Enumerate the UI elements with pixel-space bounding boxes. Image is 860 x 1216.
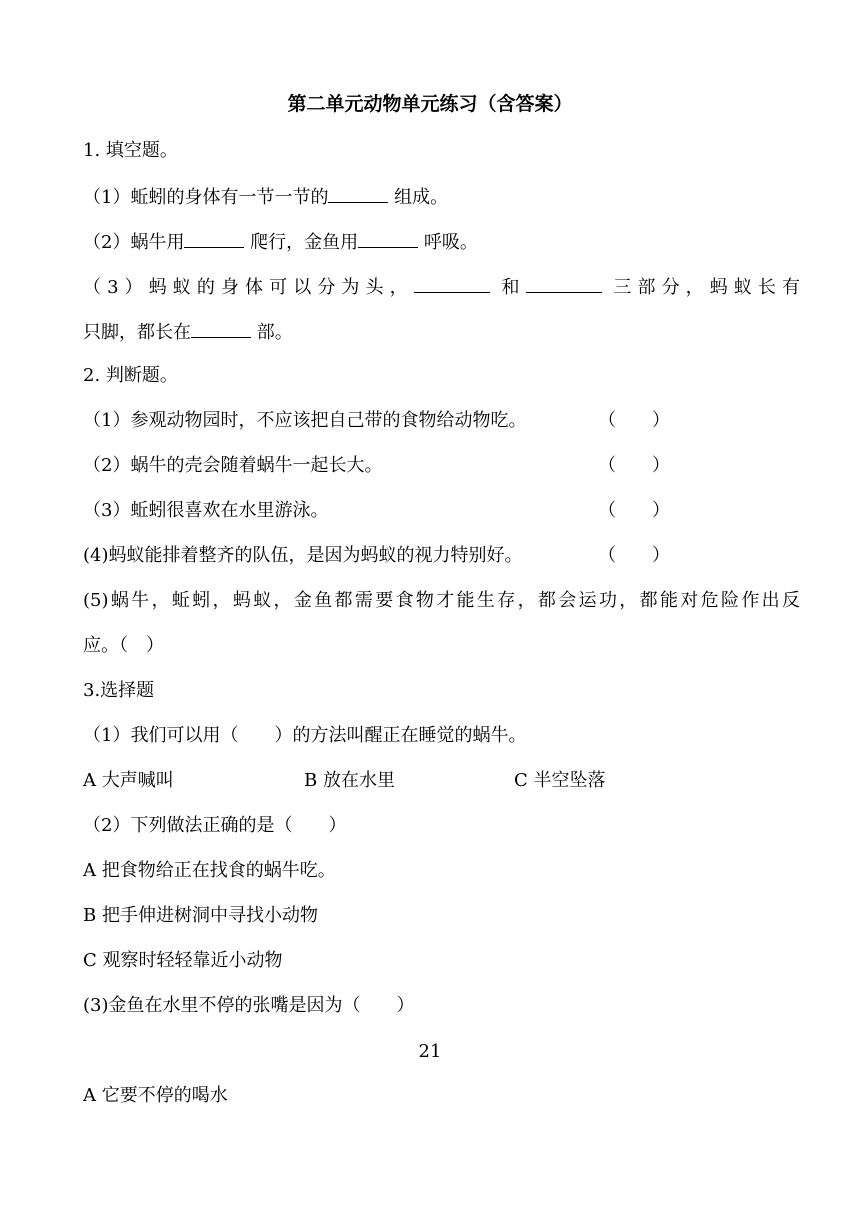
choice-option-b: B 把手伸进树洞中寻找小动物 [83,905,318,926]
choice-option-c: C 观察时轻轻靠近小动物 [83,950,283,971]
fill-q1-text: （1）蚯蚓的身体有一节一节的 [83,187,329,208]
document-title: 第二单元动物单元练习（含答案） [287,93,573,115]
choice-question-2: （2）下列做法正确的是（ ） [83,815,347,836]
answer-blank [526,274,602,293]
fill-q2-mid: 爬行，金鱼用 [244,232,359,253]
choice-option-c: C 半空坠落 [514,770,606,791]
section3-heading: 3.选择题 [83,680,155,701]
fill-q3-line2-tail: 部。 [251,322,293,343]
choice-option-a: A 它要不停的喝水 [83,1085,228,1106]
choice-question-1: （1）我们可以用（ ）的方法叫醒正在睡觉的蜗牛。 [83,725,527,746]
answer-parentheses: （ ） [598,545,670,566]
answer-blank [358,229,418,248]
choice-option-a: A 大声喊叫 [83,770,174,791]
fill-q3-line2-text: 只脚，都长在 [83,322,191,343]
fill-q3-text: （3）蚂蚁的身体可以分为头， [83,277,414,298]
answer-blank [184,229,244,248]
fill-question-2 [83,229,478,255]
answer-parentheses: （ ） [598,455,670,476]
judge-question-1: （1）参观动物园时，不应该把自己带的食物给动物吃。 [83,410,527,431]
fill-question-3 [83,274,800,300]
judge-question-4: (4)蚂蚁能排着整齐的队伍，是因为蚂蚁的视力特别好。 [83,545,523,566]
answer-blank [414,274,490,293]
judge-question-5-line2: 应。（ ） [83,635,164,656]
choice-option-a: A 把食物给正在找食的蜗牛吃。 [83,860,336,881]
section1-heading: 1. 填空题。 [83,140,178,161]
section2-heading: 2. 判断题。 [83,365,178,386]
fill-q3-tail: 三部分，蚂蚁长有 [613,277,800,298]
fill-q2-text: （2）蜗牛用 [83,232,185,253]
fill-question-3-line2 [83,319,293,345]
judge-question-5: (5)蜗牛，蚯蚓，蚂蚁，金鱼都需要食物才能生存，都会运功，都能对危险作出反 [83,590,800,611]
choice-question-3: (3)金鱼在水里不停的张嘴是因为（ ） [83,995,415,1016]
fill-question-1 [83,184,448,210]
answer-parentheses: （ ） [598,410,670,431]
fill-q2-tail: 呼吸。 [418,232,478,253]
choice-option-b: B 放在水里 [304,770,395,791]
fill-q3-and: 和 [501,277,526,298]
answer-blank [191,319,251,338]
answer-parentheses: （ ） [598,500,670,521]
judge-question-2: （2）蜗牛的壳会随着蜗牛一起长大。 [83,455,383,476]
fill-q1-tail: 组成。 [388,187,449,208]
answer-blank [328,184,388,203]
page-number: 21 [418,1041,442,1062]
judge-question-3: （3）蚯蚓很喜欢在水里游泳。 [83,500,329,521]
